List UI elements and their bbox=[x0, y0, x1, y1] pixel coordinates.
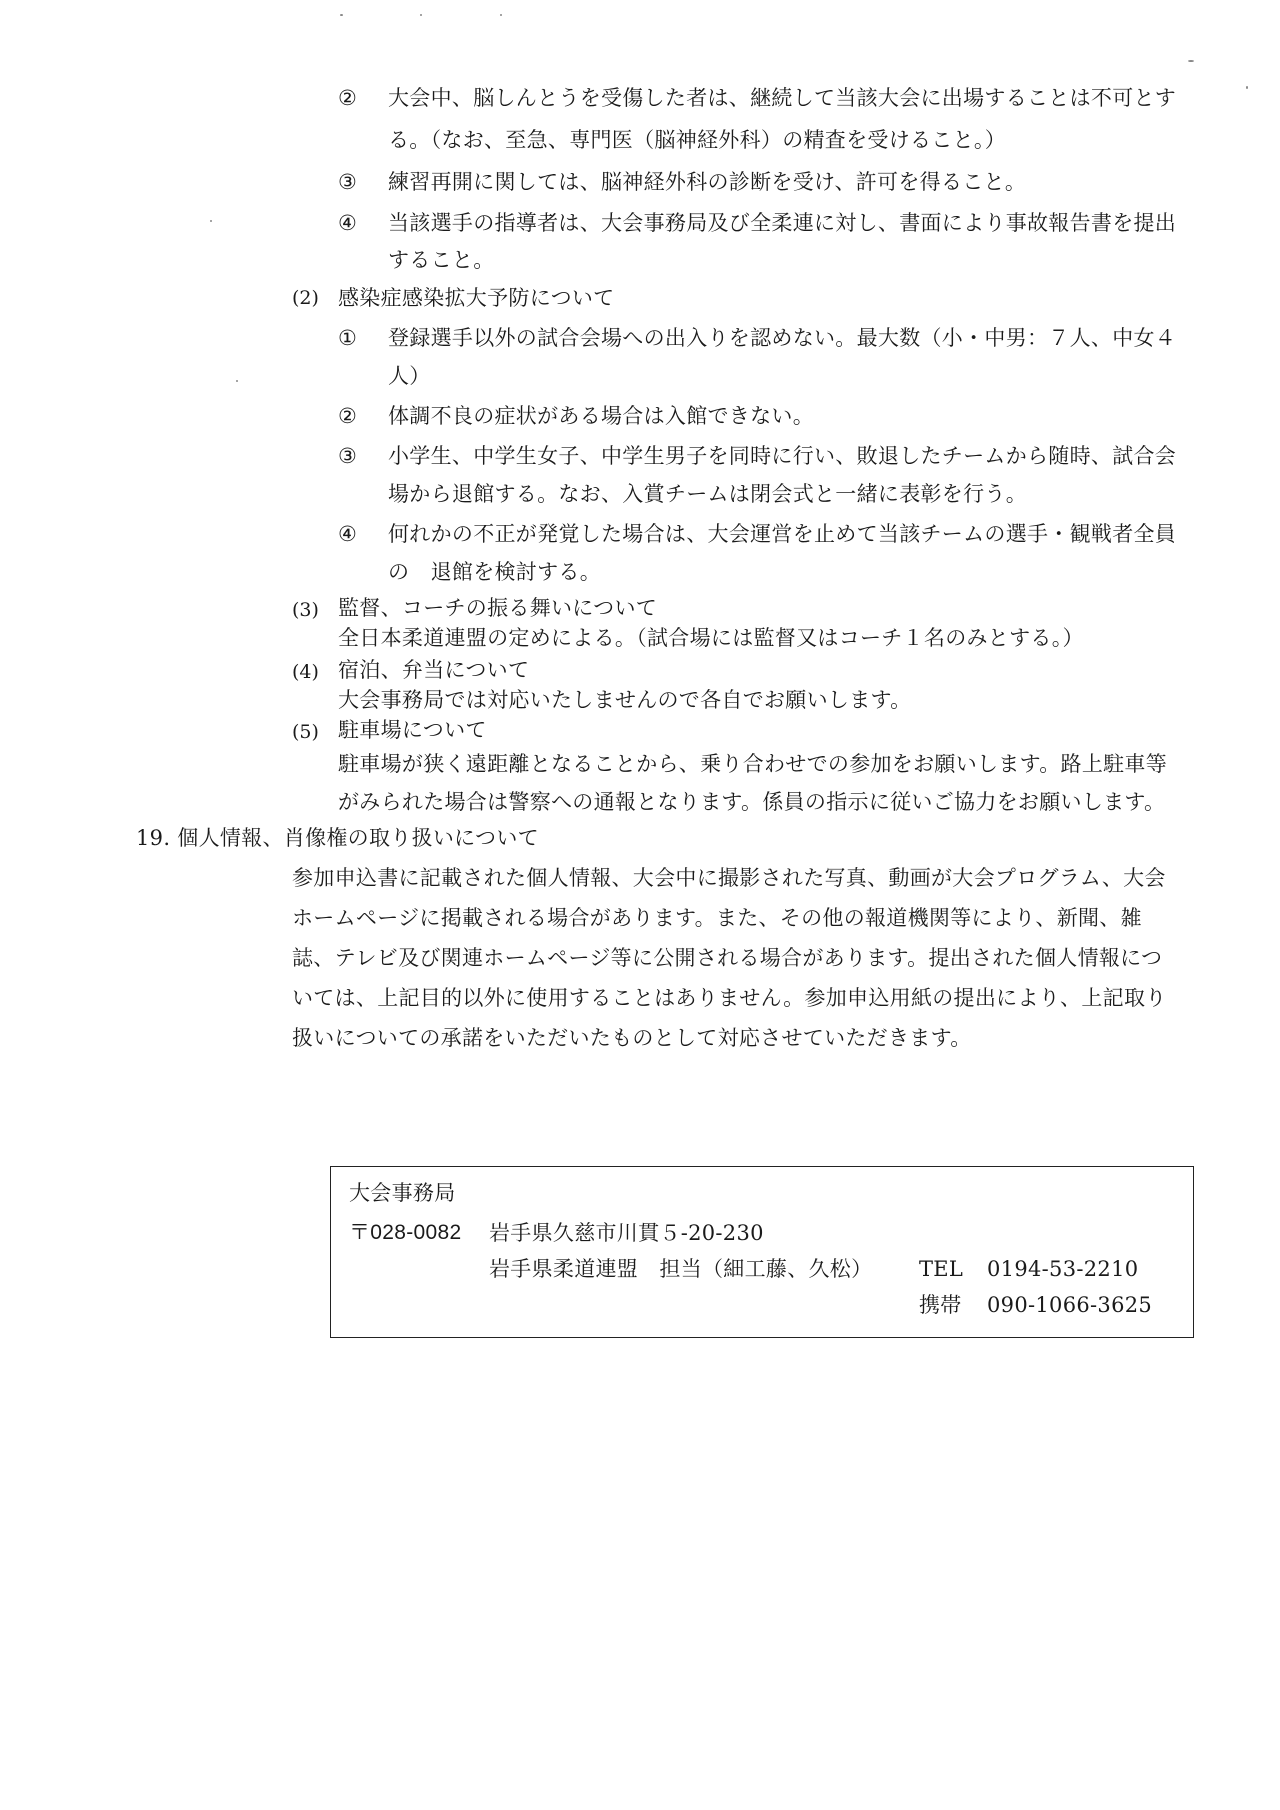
item-text: 練習再開に関しては、脳神経外科の診断を受け、許可を得ること。 bbox=[388, 170, 1027, 194]
paragraph-line: 誌、テレビ及び関連ホームページ等に公開される場合があります。提出された個人情報につ bbox=[292, 946, 1163, 970]
contact-box bbox=[330, 1166, 1194, 1338]
item-text: 体調不良の症状がある場合は入館できない。 bbox=[388, 404, 814, 428]
paragraph-line: 扱いについての承諾をいただいたものとして対応させていただきます。 bbox=[292, 1026, 972, 1050]
item-text: 小学生、中学生女子、中学生男子を同時に行い、敗退したチームから随時、試合会 bbox=[388, 444, 1177, 468]
section-title: 監督、コーチの振る舞いについて bbox=[338, 596, 658, 620]
section-body: 駐車場が狭く遠距離となることから、乗り合わせでの参加をお願いします。路上駐車等 bbox=[338, 752, 1168, 776]
contact-mobile: 090-1066-3625 bbox=[987, 1293, 1153, 1317]
item-marker: ③ bbox=[338, 444, 357, 468]
item-text: すること。 bbox=[388, 248, 495, 272]
item-text: 当該選手の指導者は、大会事務局及び全柔連に対し、書面により事故報告書を提出 bbox=[388, 211, 1177, 235]
section-body: がみられた場合は警察への通報となります。係員の指示に従いご協力をお願いします。 bbox=[338, 790, 1166, 814]
item-text: 場から退館する。なお、入賞チームは閉会式と一緒に表彰を行う。 bbox=[388, 482, 1027, 506]
scan-speck bbox=[236, 380, 238, 382]
contact-tel: 0194-53-2210 bbox=[987, 1257, 1139, 1281]
section-title: 感染症感染拡大予防について bbox=[338, 286, 615, 310]
item-marker: ③ bbox=[338, 170, 357, 194]
section-heading: 19. 個人情報、肖像権の取り扱いについて bbox=[136, 826, 539, 850]
scan-speck bbox=[500, 14, 502, 16]
scan-speck bbox=[210, 220, 212, 222]
section-number: (4) bbox=[292, 661, 319, 683]
section-title: 駐車場について bbox=[338, 718, 487, 742]
paragraph-line: いては、上記目的以外に使用することはありません。参加申込用紙の提出により、上記取り bbox=[292, 986, 1167, 1010]
item-text: 登録選手以外の試合会場への出入りを認めない。最大数（小・中男：７人、中女４ bbox=[388, 326, 1177, 350]
contact-title: 大会事務局 bbox=[349, 1181, 456, 1205]
section-body: 全日本柔道連盟の定めによる。（試合場には監督又はコーチ１名のみとする。） bbox=[338, 626, 1084, 650]
item-marker: ① bbox=[338, 326, 357, 350]
contact-address: 岩手県久慈市川貫５-20-230 bbox=[489, 1221, 764, 1245]
scan-speck bbox=[1246, 86, 1248, 89]
contact-org: 岩手県柔道連盟 担当（細工藤、久松） bbox=[489, 1257, 873, 1281]
section-body: 大会事務局では対応いたしませんので各自でお願いします。 bbox=[338, 688, 912, 712]
item-text: 何れかの不正が発覚した場合は、大会運営を止めて当該チームの選手・観戦者全員 bbox=[388, 522, 1177, 546]
item-text: 人） bbox=[388, 364, 431, 388]
scan-speck bbox=[1188, 60, 1194, 62]
item-marker: ④ bbox=[338, 522, 357, 546]
item-marker: ② bbox=[338, 404, 357, 428]
item-marker: ④ bbox=[338, 211, 357, 235]
section-number: (5) bbox=[292, 721, 319, 743]
contact-mobile-label: 携帯 bbox=[919, 1293, 962, 1317]
paragraph-line: ホームページに掲載される場合があります。また、その他の報道機関等により、新聞、雑 bbox=[292, 906, 1142, 930]
item-text: 大会中、脳しんとうを受傷した者は、継続して当該大会に出場することは不可とす bbox=[388, 86, 1177, 110]
paragraph-line: 参加申込書に記載された個人情報、大会中に撮影された写真、動画が大会プログラム、大会 bbox=[292, 866, 1166, 890]
item-marker: ② bbox=[338, 86, 357, 110]
section-title: 宿泊、弁当について bbox=[338, 658, 530, 682]
section-number: (2) bbox=[292, 287, 319, 309]
scan-speck bbox=[340, 14, 343, 16]
contact-postal: 〒028-0082 bbox=[349, 1221, 462, 1244]
item-text: の 退館を検討する。 bbox=[388, 560, 601, 584]
scan-speck bbox=[420, 14, 422, 16]
contact-tel-label: TEL bbox=[919, 1257, 964, 1281]
item-text: る。（なお、至急、専門医（脳神経外科）の精査を受けること。） bbox=[388, 128, 1006, 152]
section-number: (3) bbox=[292, 599, 319, 621]
